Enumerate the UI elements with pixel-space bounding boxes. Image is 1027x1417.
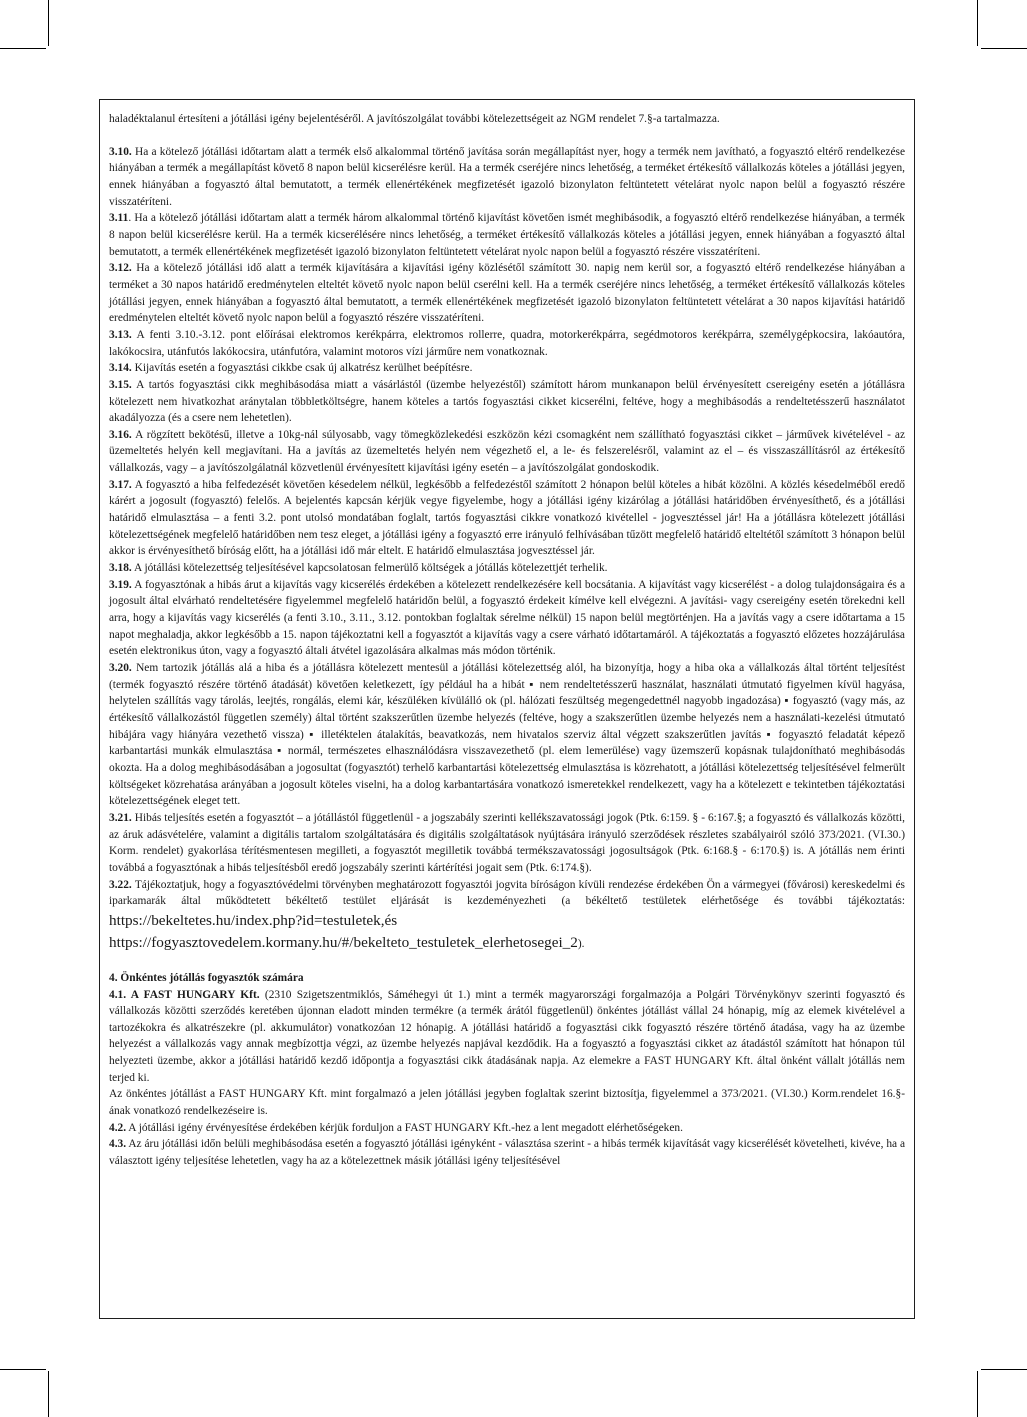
paragraph-number: 3.12.	[109, 262, 132, 275]
paragraph-text: A tartós fogyasztási cikk meghibásodása miatt a vásárlástól (üzembe helyezéstől) számított három munkanapon belül érvényesített csereigény esetén a jótállásra kötelezett nem hivatkozhat aránytalan többletköltségre, hanem köteles a tartós fogyasztási cikket kicserélni, feltéve, hogy a meghibásodás a rendeltetésszerű használatot akadályozza (és a csere nem lehetetlen).	[109, 378, 905, 425]
paragraph-number: 3.15.	[109, 378, 132, 391]
paragraph-3-14	[109, 360, 905, 377]
paragraph-number: 4.2.	[109, 1121, 127, 1134]
crop-mark	[0, 48, 46, 49]
paragraph-text: A fogyasztónak a hibás árut a kijavítás vagy kicserélés érdekében a kötelezett rendelkezésére kell bocsátania. A kijavítást vagy kicserélést - a dolog tulajdonságaira és a jogosult által elvárható rendeltetésére figyelemmel megfelelő határidőn belül, a fogyasztó érdekeit kímélve kell elvégezni. A javítási- vagy csereigény esetén törekedni kell arra, hogy a kijavítás vagy kicserélés (a fenti 3.10., 3.11., 3.12. pontokban foglaltak sérelme nélkül) 15 napon belül megtörténjen. Ha a javítás vagy a csere időtartama a 15 napot meghaladja, akkor legkésőbb a 15. napon tájékoztatni kell a fogyasztót a kijavítás vagy a csere várható időtartamáról. A tájékoztatás a fogyasztó előzetes hozzájárulása esetén elektronikus úton, vagy a fogyasztó általi átvétel igazolására alkalmas más módon történik.	[109, 578, 905, 658]
paragraph-text: Ha a kötelező jótállási idő alatt a termék kijavítására a kijavítási igény közlésétől számított 30. napig nem kerül sor, a fogyasztó eltérő rendelkezése hiányában a terméket a 30 napos határidő eredménytelen elteltét követő nyolc napon belül cserélni kell. Ha a termék cseréjére nincs lehetőség, a terméket értékesítő vállalkozás köteles jótállási jegyen, ennek hiányában a fogyasztó által bemutatott, a termék ellenértékének megfizetését igazoló bizonylaton feltüntetett vételárat a 30 napos kijavítási határidő eredménytelen elteltét követő nyolc napon belül a fogyasztó részére visszatéríteni.	[109, 262, 905, 325]
paragraph-intro: haladéktalanul értesíteni a jótállási igény bejelentéséről. A javítószolgálat további kötelezettségeit az NGM rendelet 7.§-a tartalmazza.	[109, 113, 720, 125]
paragraph-tail: ).	[577, 937, 585, 950]
crop-mark	[977, 0, 978, 46]
paragraph-number: 3.13.	[109, 328, 132, 341]
paragraph-text: A fenti 3.10.-3.12. pont előírásai elektromos kerékpárra, elektromos rollerre, quadra, motorkerékpárra, segédmotoros kerékpárra, személygépkocsira, lakóautóra, lakókocsira, utánfutós lakókocsira, utánfutóra, valamint motoros vízi járműre nem vonatkoznak.	[109, 328, 905, 358]
paragraph-text: Az áru jótállási időn belüli meghibásodása esetén a fogyasztó jótállási igényként - választása szerint - a hibás termék kijavítását vagy kicserélését követelheti, kivéve, ha a választott igény teljesítése lehetetlen, vagy ha az a kötelezettnek másik jótállási igény teljesítésével	[109, 1138, 905, 1168]
paragraph-number: 3.21.	[109, 811, 132, 824]
paragraph-text: Tájékoztatjuk, hogy a fogyasztóvédelmi törvényben meghatározott fogyasztói jogvita bíróságon kívüli rendezése érdekében Ön a vármegyei (fővárosi) kereskedelmi és iparkamarák által működtetett békéltető testület eljárását is kezdeményezheti (a békéltető testületek elérhetősége és további tájékoztatás:	[109, 878, 905, 908]
paragraph-text: . Ha a kötelező jótállási időtartam alatt a termék három alkalommal történő kijavítást követően ismét meghibásodik, a fogyasztó eltérő rendelkezése hiányában, a termék 8 napon belül kicserélésre kerül. Ha a termék kicserélésére nincs lehetőség, a terméket értékesítő vállalkozás köteles a jótállási jegyen, ennek hiányában a fogyasztó által bemutatott, a termék ellenértékének megfizetését igazoló bizonylaton feltüntetett vételárat nyolc napon belül a fogyasztó részére visszatéríteni.	[109, 212, 905, 258]
paragraph-4-3	[109, 1136, 905, 1169]
paragraph-number: 3.20.	[109, 662, 132, 674]
paragraph-text: A jótállási igény érvényesítése érdekében kérjük forduljon a FAST HUNGARY Kft.-hez a lent megadott elérhetőségeken.	[126, 1121, 683, 1134]
paragraph-number: 3.19.	[109, 578, 132, 591]
paragraph-4-1-b: Az önkéntes jótállást a FAST HUNGARY Kft. mint forgalmazó a jelen jótállási jegyben foglaltak szerint biztosítja, figyelemmel a 373/2021. (VI.30.) Korm.rendelet 16.§-ának vonatkozó rendelkezéseire is.	[109, 1088, 905, 1118]
crop-mark	[0, 1369, 46, 1370]
paragraph-number: 3.14.	[109, 362, 132, 375]
paragraph-3-13	[109, 327, 905, 360]
crop-mark	[981, 48, 1027, 49]
bekeltetes-link[interactable]: https://bekeltetes.hu/index.php?id=testuletek,és	[109, 911, 398, 929]
paragraph-text: Ha a kötelező jótállási időtartam alatt a termék első alkalommal történő javítása során megállapítást nyer, hogy a termék nem javítható, a fogyasztó eltérő rendelkezése hiányában a termék a megállapítást követő 8 napon belül kicserélésre kerül. Ha a termék cseréjére nincs lehetőség, a terméket értékesítő vállalkozás köteles a jótállási jegyen, ennek hiányában a fogyasztó által bemutatott, a termék ellenértékének megfizetését igazoló bizonylaton feltüntetett vételárat nyolc napon belül a fogyasztó részére visszatéríteni.	[109, 145, 905, 208]
paragraph-3-10	[109, 144, 905, 211]
paragraph-3-15	[109, 377, 905, 427]
paragraph-number: 4.1. A FAST HUNGARY Kft.	[109, 988, 260, 1001]
crop-mark	[48, 1371, 49, 1417]
paragraph-3-20	[109, 660, 905, 810]
crop-mark	[981, 1369, 1027, 1370]
paragraph-number: 3.22.	[109, 878, 132, 891]
paragraph-3-22	[109, 877, 905, 954]
paragraph-text: A jótállási kötelezettség teljesítésével kapcsolatosan felmerülő költségek a jótállás kötelezettjét terhelik.	[131, 562, 608, 575]
paragraph-text: Kijavítás esetén a fogyasztási cikkbe csak új alkatrész kerülhet beépítésre.	[131, 362, 473, 375]
crop-mark	[977, 1371, 978, 1417]
paragraph-text: A rögzített bekötésű, illetve a 10kg-nál súlyosabb, vagy tömegközlekedési eszközön kézi csomagként nem szállítható fogyasztási cikket – járművek kivételével - az üzemeltetés helyén kell megjavítani. Ha a javítás az üzemeltetés helyén nem végezhető el, a le- és felszerelésről, valamint az el – és visszaszállításról az értékesítő vállalkozás, vagy – a javítószolgálatnál közvetlenül érvényesített kijavítási igény esetén – a javítószolgálat gondoskodik.	[109, 428, 905, 475]
paragraph-3-12	[109, 260, 905, 327]
paragraph-number: 3.18.	[109, 562, 132, 575]
paragraph-4-2	[109, 1120, 905, 1137]
paragraph-number: 4.3.	[109, 1138, 127, 1151]
paragraph-4-1	[109, 987, 905, 1087]
paragraph-3-19	[109, 577, 905, 660]
paragraph-3-16	[109, 427, 905, 477]
paragraph-number: 3.11	[109, 212, 129, 225]
page-frame	[99, 99, 915, 1319]
paragraph-text: A fogyasztó a hiba felfedezését követően késedelem nélkül, legkésőbb a felfedezéstől számított 2 hónapon belül köteles a hibát közölni. A közlés késedelméből eredő kárért a jogosult (fogyasztó) felelős. A bejelentés kapcsán kérjük vegye figyelembe, hogy a jótállási igény kizárólag a jótállási határidőben érvényesíthető, és a jótállási határidő elmulasztása – a fenti 3.2. pont utolsó mondatában foglalt, tartós fogyasztási cikkre vonatkozó kivétellel - jogvesztéssel jár! Ha a jótállásra kötelezett jótállási kötelezettségének megfelelő határidőben nem tesz eleget, a jótállási igény a fogyasztó erre irányuló felhívásában tűzött megfelelő határidő elteltétől számított 3 hónapon belül akkor is érvényesíthető bíróság előtt, ha a jótállási idő már eltelt. E határidő elmulasztása jogvesztéssel jár.	[109, 478, 905, 558]
paragraph-3-18	[109, 560, 905, 577]
paragraph-number: 3.16.	[109, 428, 132, 441]
paragraph-number: 3.17.	[109, 478, 132, 491]
paragraph-3-17	[109, 477, 905, 560]
paragraph-3-21	[109, 810, 905, 877]
section-heading: 4. Önkéntes jótállás fogyasztók számára	[109, 971, 304, 984]
document-body	[109, 111, 905, 1170]
paragraph-text: Nem tartozik jótállás alá a hiba és a jótállásra kötelezett mentesül a jótállási kötelezettség alól, ha bizonyítja, hogy a hiba oka a vállalkozás által történt teljesítést (termék fogyasztó részére történő átadását) követően keletkezett, így például ha a hibát ▪ nem rendeltetésszerű használat, használati útmutató figyelmen kívül hagyása, helytelen szállítás vagy tárolás, leejtés, rongálás, elemi kár, készüléken kívülálló ok (pl. hálózati feszültség megengedettnél nagyobb ingadozása) ▪ fogyasztó (vagy más, az értékesítő vállalkozástól független személy) által történt szakszerűtlen üzembe helyezés (feltéve, hogy a szakszerűtlen üzembe helyezés nem a használati-kezelési útmutató hibájára vagy hiányára vezethető vissza) ▪ illetéktelen átalakítás, beavatkozás, nem hivatalos szerviz által végzett szakszerűtlen javítás ▪ fogyasztó feladatát képező karbantartási munkák elmulasztása ▪ normál, természetes elhasználódásra visszavezethető (pl. elem lemerülése) vagy üzemszerű kopásnak tulajdonítható meghibásodás okozta. Ha a dolog meghibásodásában a jogosultat (fogyasztót) terhelő karbantartási kötelezettség elmulasztása is közrehatott, a jótállási kötelezettség teljesítésével felmerült költségeket közrehatása arányában a jogosult köteles viselni, ha a dolog karbantartására vonatkozó ismeretekkel rendelkezett, vagy ha a kötelezett e tekintetben tájékoztatási kötelezettségének eleget tett.	[109, 662, 905, 808]
crop-mark	[48, 0, 49, 46]
paragraph-number: 3.10.	[109, 145, 132, 158]
paragraph-text: Hibás teljesítés esetén a fogyasztót – a jótállástól függetlenül - a jogszabály szerinti kellékszavatossági jogok (Ptk. 6:159. § - 6:167.§; a fogyasztó és vállalkozás közötti, az áruk adásvételére, valamint a digitális tartalom szolgáltatására és digitális szolgáltatások nyújtására irányuló szerződések részletes szabályairól szóló 373/2021. (VI.30.) Korm. rendelet) gyakorlása térítésmentesen megilleti, a fogyasztót megilletik továbbá termékszavatossági jogosultságok (Ptk. 6:168.§ - 6:170.§) is. A jótállás nem érinti továbbá a fogyasztónak a hibás teljesítésből eredő jogszabály szerinti kártérítési jogait sem (Ptk. 6:174.§).	[109, 811, 905, 874]
paragraph-3-11	[109, 210, 905, 260]
paragraph-text: (2310 Szigetszentmiklós, Sáméhegyi út 1.) mint a termék magyarországi forgalmazója a Polgári Törvénykönyv szerinti fogyasztó és vállalkozás közötti szerződés keretében újonnan eladott minden termékre (a termék árától függetlenül) önkéntes jótállást vállal 24 hónapig, míg az elemek kivételével a tartozékokra és alkatrészekre (pl. akkumulátor) vonatkozóan 12 hónapig. A jótállási határidő a fogyasztási cikk fogyasztó részére történő átadása, vagy ha az üzembe helyezést a vállalkozás vagy annak megbízottja végzi, az üzembe helyezés napjával kezdődik. Ha a fogyasztó a fogyasztási cikket az átadástól számított hat hónapon túl helyezteti üzembe, akkor a jótállási határidő kezdő időpontja a fogyasztási cikk átadásának napja. Az elemekre a FAST HUNGARY Kft. által önként vállalt jótállás nem terjed ki.	[109, 988, 905, 1084]
fogyasztovedelem-link[interactable]: https://fogyasztovedelem.kormany.hu/#/bekelteto_testuletek_elerhetosegei_2	[109, 933, 578, 951]
